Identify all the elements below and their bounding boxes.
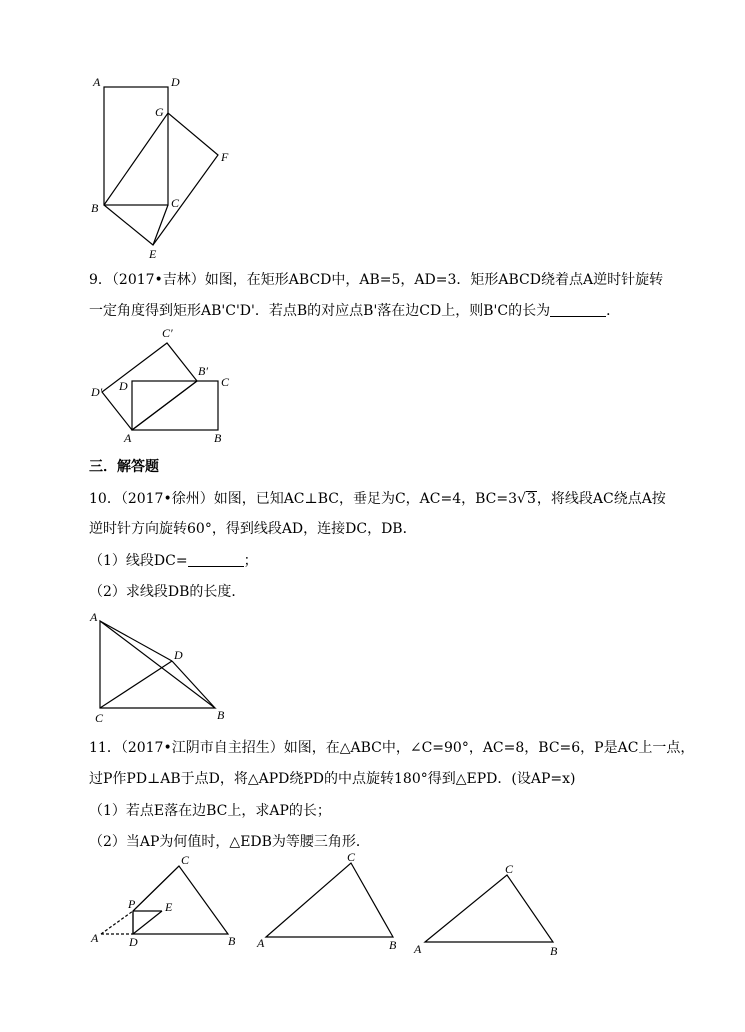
label-c11a: C — [181, 853, 190, 867]
q10-part1 — [89, 551, 258, 571]
q10-line1 — [89, 489, 666, 509]
segment-dc — [100, 661, 172, 708]
label-a11c: A — [414, 942, 422, 956]
sqrt-sign: √ — [517, 491, 526, 507]
triangle-abc-1 — [133, 866, 228, 934]
label-c11c: C — [505, 862, 514, 876]
rect-abcd — [104, 87, 168, 205]
label-c10: C — [95, 711, 104, 725]
segment-ed — [133, 911, 162, 934]
segment-ad — [100, 621, 172, 661]
label-d1: D′ — [91, 385, 103, 399]
segment-ce — [153, 205, 168, 245]
rect-abcd-9 — [132, 381, 218, 430]
answer-blank — [550, 302, 606, 317]
dashed-ap — [101, 911, 133, 934]
q9-line1: 9．（2017•吉林）如图，在矩形ABCD中，AB=5，AD=3．矩形ABCD绕着点A逆时针旋转 — [89, 272, 664, 288]
q10-line1-text: 10．（2017•徐州）如图，已知AC⊥BC，垂足为C，AC=4，BC=3 — [89, 491, 518, 507]
q11-line2: 过P作PD⊥AB于点D，将△APD绕PD的中点旋转180°得到△EPD．(设AP=x) — [89, 771, 576, 787]
q11-part2: （2）当AP为何值时，△EDB为等腰三角形． — [89, 834, 370, 850]
polygon-bgfe — [104, 113, 218, 245]
segment-pc — [133, 866, 179, 911]
label-b11c: B — [550, 944, 558, 958]
diag-ab1 — [132, 381, 197, 430]
label-b10: B — [217, 708, 225, 722]
label-b11b: B — [389, 938, 397, 952]
q9-line2 — [89, 301, 620, 321]
label-c1: C′ — [162, 326, 173, 340]
section-title: 三．解答题 — [89, 459, 159, 475]
label-d11a: D — [129, 935, 138, 949]
q9-line2-end: ． — [606, 303, 621, 319]
label-c: C — [171, 196, 180, 210]
q10-part1-end: ； — [243, 553, 258, 569]
label-c9: C — [221, 375, 230, 389]
label-d: D — [171, 75, 180, 89]
label-e11a: E — [165, 900, 173, 914]
label-f: F — [221, 150, 229, 164]
q11-part1: （1）若点E落在边BC上，求AP的长； — [89, 803, 331, 819]
q11-line1: 11．（2017•江阴市自主招生）如图，在△ABC中，∠C=90°，AC=8，BC=6，P是AC上一点， — [89, 740, 695, 756]
triangle-abc-3 — [425, 875, 553, 942]
q10-line1-end: ，将线段AC绕点A按 — [536, 491, 666, 507]
label-a11a: A — [91, 931, 99, 945]
label-b: B — [91, 201, 99, 215]
triangle-abc-2 — [266, 863, 393, 937]
label-b1: B′ — [198, 364, 208, 378]
label-d10: D — [174, 648, 183, 662]
label-a: A — [93, 75, 101, 89]
label-c11b: C — [347, 850, 356, 864]
label-p11a: P — [128, 897, 136, 911]
label-b9: B — [214, 431, 222, 445]
q9-line2-text: 一定角度得到矩形AB'C'D'．若点B的对应点B'落在边CD上，则B'C的长为 — [89, 303, 551, 319]
label-a11b: A — [257, 936, 265, 950]
label-b11a: B — [228, 934, 236, 948]
sqrt-radicand: 3 — [526, 491, 536, 507]
label-d9: D — [119, 379, 128, 393]
q10-part1-text: （1）线段DC= — [89, 553, 188, 569]
label-a9: A — [124, 431, 132, 445]
label-a10: A — [90, 610, 98, 624]
label-g: G — [155, 105, 164, 119]
label-e: E — [149, 247, 157, 261]
segment-db — [172, 661, 215, 708]
q10-line2: 逆时针方向旋转60°，得到线段AD，连接DC，DB． — [89, 521, 417, 537]
rect-ab1c1d1 — [102, 343, 197, 430]
q10-part2: （2）求线段DB的长度． — [89, 584, 246, 600]
answer-blank — [188, 552, 244, 567]
triangle-acb — [100, 621, 215, 708]
